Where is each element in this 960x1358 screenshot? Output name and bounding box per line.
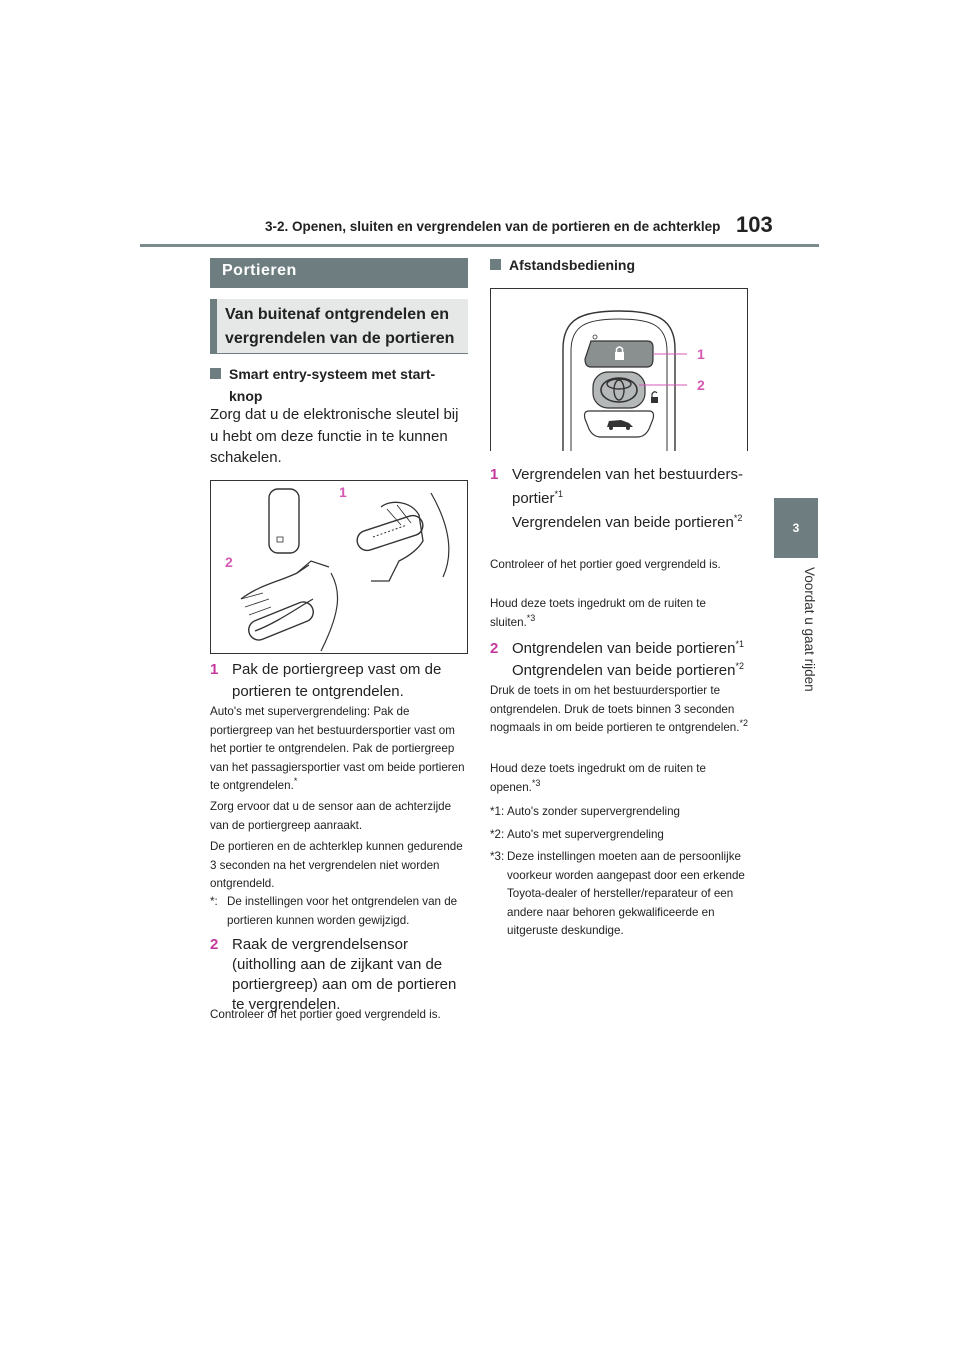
footnote-mark: *: <box>210 895 218 908</box>
chapter-tab-label: Voordat u gaat rijden <box>802 567 817 692</box>
footnote-mark: *2: <box>490 828 505 841</box>
smart-entry-note-3: De portieren en de achterklep kunnen gedurende 3 seconden na het vergrendelen niet worden ontgrendeld. <box>210 840 463 891</box>
remote-footnote-3 <box>490 848 748 941</box>
trunk-button[interactable] <box>585 411 654 437</box>
step-sup: *1 <box>735 639 745 649</box>
remote-callout-1: 1 <box>697 346 705 362</box>
footnote-mark: *3: <box>490 850 505 863</box>
footnote-text: Deze instellingen moeten aan de persoonlijke voorkeur worden aangepast door een erkende Toyota-dealer of hersteller/reparateur of een andere naar behoren gekwalificeerde en uitgeruste deskundige. <box>507 850 745 938</box>
remote-step-1 <box>490 463 760 535</box>
remote-footnote-2 <box>490 826 748 845</box>
note-sup: *2 <box>739 718 748 729</box>
remote-illustration <box>491 289 747 451</box>
note-sup: * <box>293 776 298 787</box>
smart-entry-step-1 <box>210 659 468 703</box>
bullet-square-icon <box>490 259 501 270</box>
smart-entry-illustration <box>211 481 467 653</box>
footnote-text: Auto's met supervergrendeling <box>507 828 664 841</box>
step-text-line2: Ontgrendelen van beide portieren <box>512 662 736 679</box>
smart-entry-heading-line2: knop <box>229 388 263 404</box>
step-sup: *1 <box>554 489 564 499</box>
remote-step-2-note-2 <box>490 760 748 797</box>
footnote-mark: *1: <box>490 805 505 818</box>
step-text: Pak de portiergreep vast om de portieren te ontgrendelen. <box>232 661 442 700</box>
step-number: 1 <box>490 466 499 483</box>
subsection-title: Van buitenaf ontgrendelen en vergrendelen van de portieren <box>210 299 468 354</box>
step-number: 2 <box>210 936 219 953</box>
note-sup: *3 <box>526 612 536 623</box>
figure-callout-2: 2 <box>225 554 233 570</box>
smart-entry-figure <box>210 480 468 654</box>
smart-entry-intro: Zorg dat u de elektronische sleutel bij u hebt om deze functie in te kunnen schakelen. <box>210 406 459 466</box>
running-header-title: 3-2. Openen, sluiten en vergrendelen van de portieren en de achterklep <box>265 219 721 234</box>
chapter-tab-number: 3 <box>792 521 800 535</box>
note-text: Auto's met supervergrendeling: Pak de portiergreep van het bestuurdersportier vast om het portier te ontgrendelen. Pak de portiergreep van het passagiersportier vast om beide portieren te ontgrendelen. <box>210 705 465 793</box>
bullet-square-icon <box>210 368 221 379</box>
page-number: 103 <box>736 212 773 237</box>
smart-entry-step-2-note: Controleer of het portier goed vergrendeld is. <box>210 1008 441 1021</box>
step-text-line3: Vergrendelen van beide portieren <box>512 514 734 531</box>
footnote-text: De instellingen voor het ontgrendelen van de portieren kunnen worden gewijzigd. <box>227 895 458 927</box>
remote-footnote-1 <box>490 803 748 822</box>
figure-callout-1: 1 <box>339 484 347 500</box>
chapter-tab[interactable] <box>774 498 818 558</box>
section-title: Portieren <box>210 258 468 288</box>
smart-entry-heading-line1: Smart entry-systeem met start- <box>229 366 436 382</box>
step-text-line2: portier <box>512 490 555 507</box>
step-text-line1: Vergrendelen van het bestuurders- <box>512 466 743 483</box>
smart-entry-note-2: Zorg ervoor dat u de sensor aan de achterzijde van de portiergreep aanraakt. <box>210 800 452 832</box>
note-text: Houd deze toets ingedrukt om de ruiten te openen. <box>490 762 706 794</box>
remote-step-1-note-1: Controleer of het portier goed vergrendeld is. <box>490 558 721 571</box>
step-text: Raak de vergrendelsensor (uitholling aan de zijkant van de portiergreep) aan om de portieren te vergrendelen. <box>232 936 457 1013</box>
smart-entry-heading <box>210 363 470 407</box>
remote-step-1-note-2 <box>490 595 748 632</box>
smart-entry-note-1 <box>210 703 468 796</box>
note-text: Druk de toets in om het bestuurdersportier te ontgrendelen. Druk de toets binnen 3 seconden nogmaals in om beide portieren te ontgrendelen. <box>490 684 740 735</box>
key-fob-icon <box>269 489 299 553</box>
remote-step-2-note-1 <box>490 682 748 738</box>
remote-figure <box>490 288 748 451</box>
lock-button[interactable] <box>585 341 653 367</box>
step-sup: *2 <box>735 661 745 671</box>
remote-heading <box>490 254 750 276</box>
smart-entry-footnote <box>210 893 468 930</box>
remote-step-2 <box>490 638 760 682</box>
note-text: Houd deze toets ingedrukt om de ruiten te sluiten. <box>490 597 706 629</box>
smart-entry-step-2 <box>210 935 468 1015</box>
step-number: 2 <box>490 640 499 657</box>
remote-callout-2: 2 <box>697 377 705 393</box>
step-text-line1: Ontgrendelen van beide portieren <box>512 640 736 657</box>
note-sup: *3 <box>531 777 541 788</box>
footnote-text: Auto's zonder supervergrendeling <box>507 805 681 818</box>
door-handle-lower-icon <box>246 599 317 643</box>
step-number: 1 <box>210 661 219 678</box>
header-divider <box>140 244 819 247</box>
remote-heading-text: Afstandsbediening <box>509 257 636 273</box>
door-handle-upper-icon <box>355 513 426 553</box>
step-sup: *2 <box>733 513 743 523</box>
